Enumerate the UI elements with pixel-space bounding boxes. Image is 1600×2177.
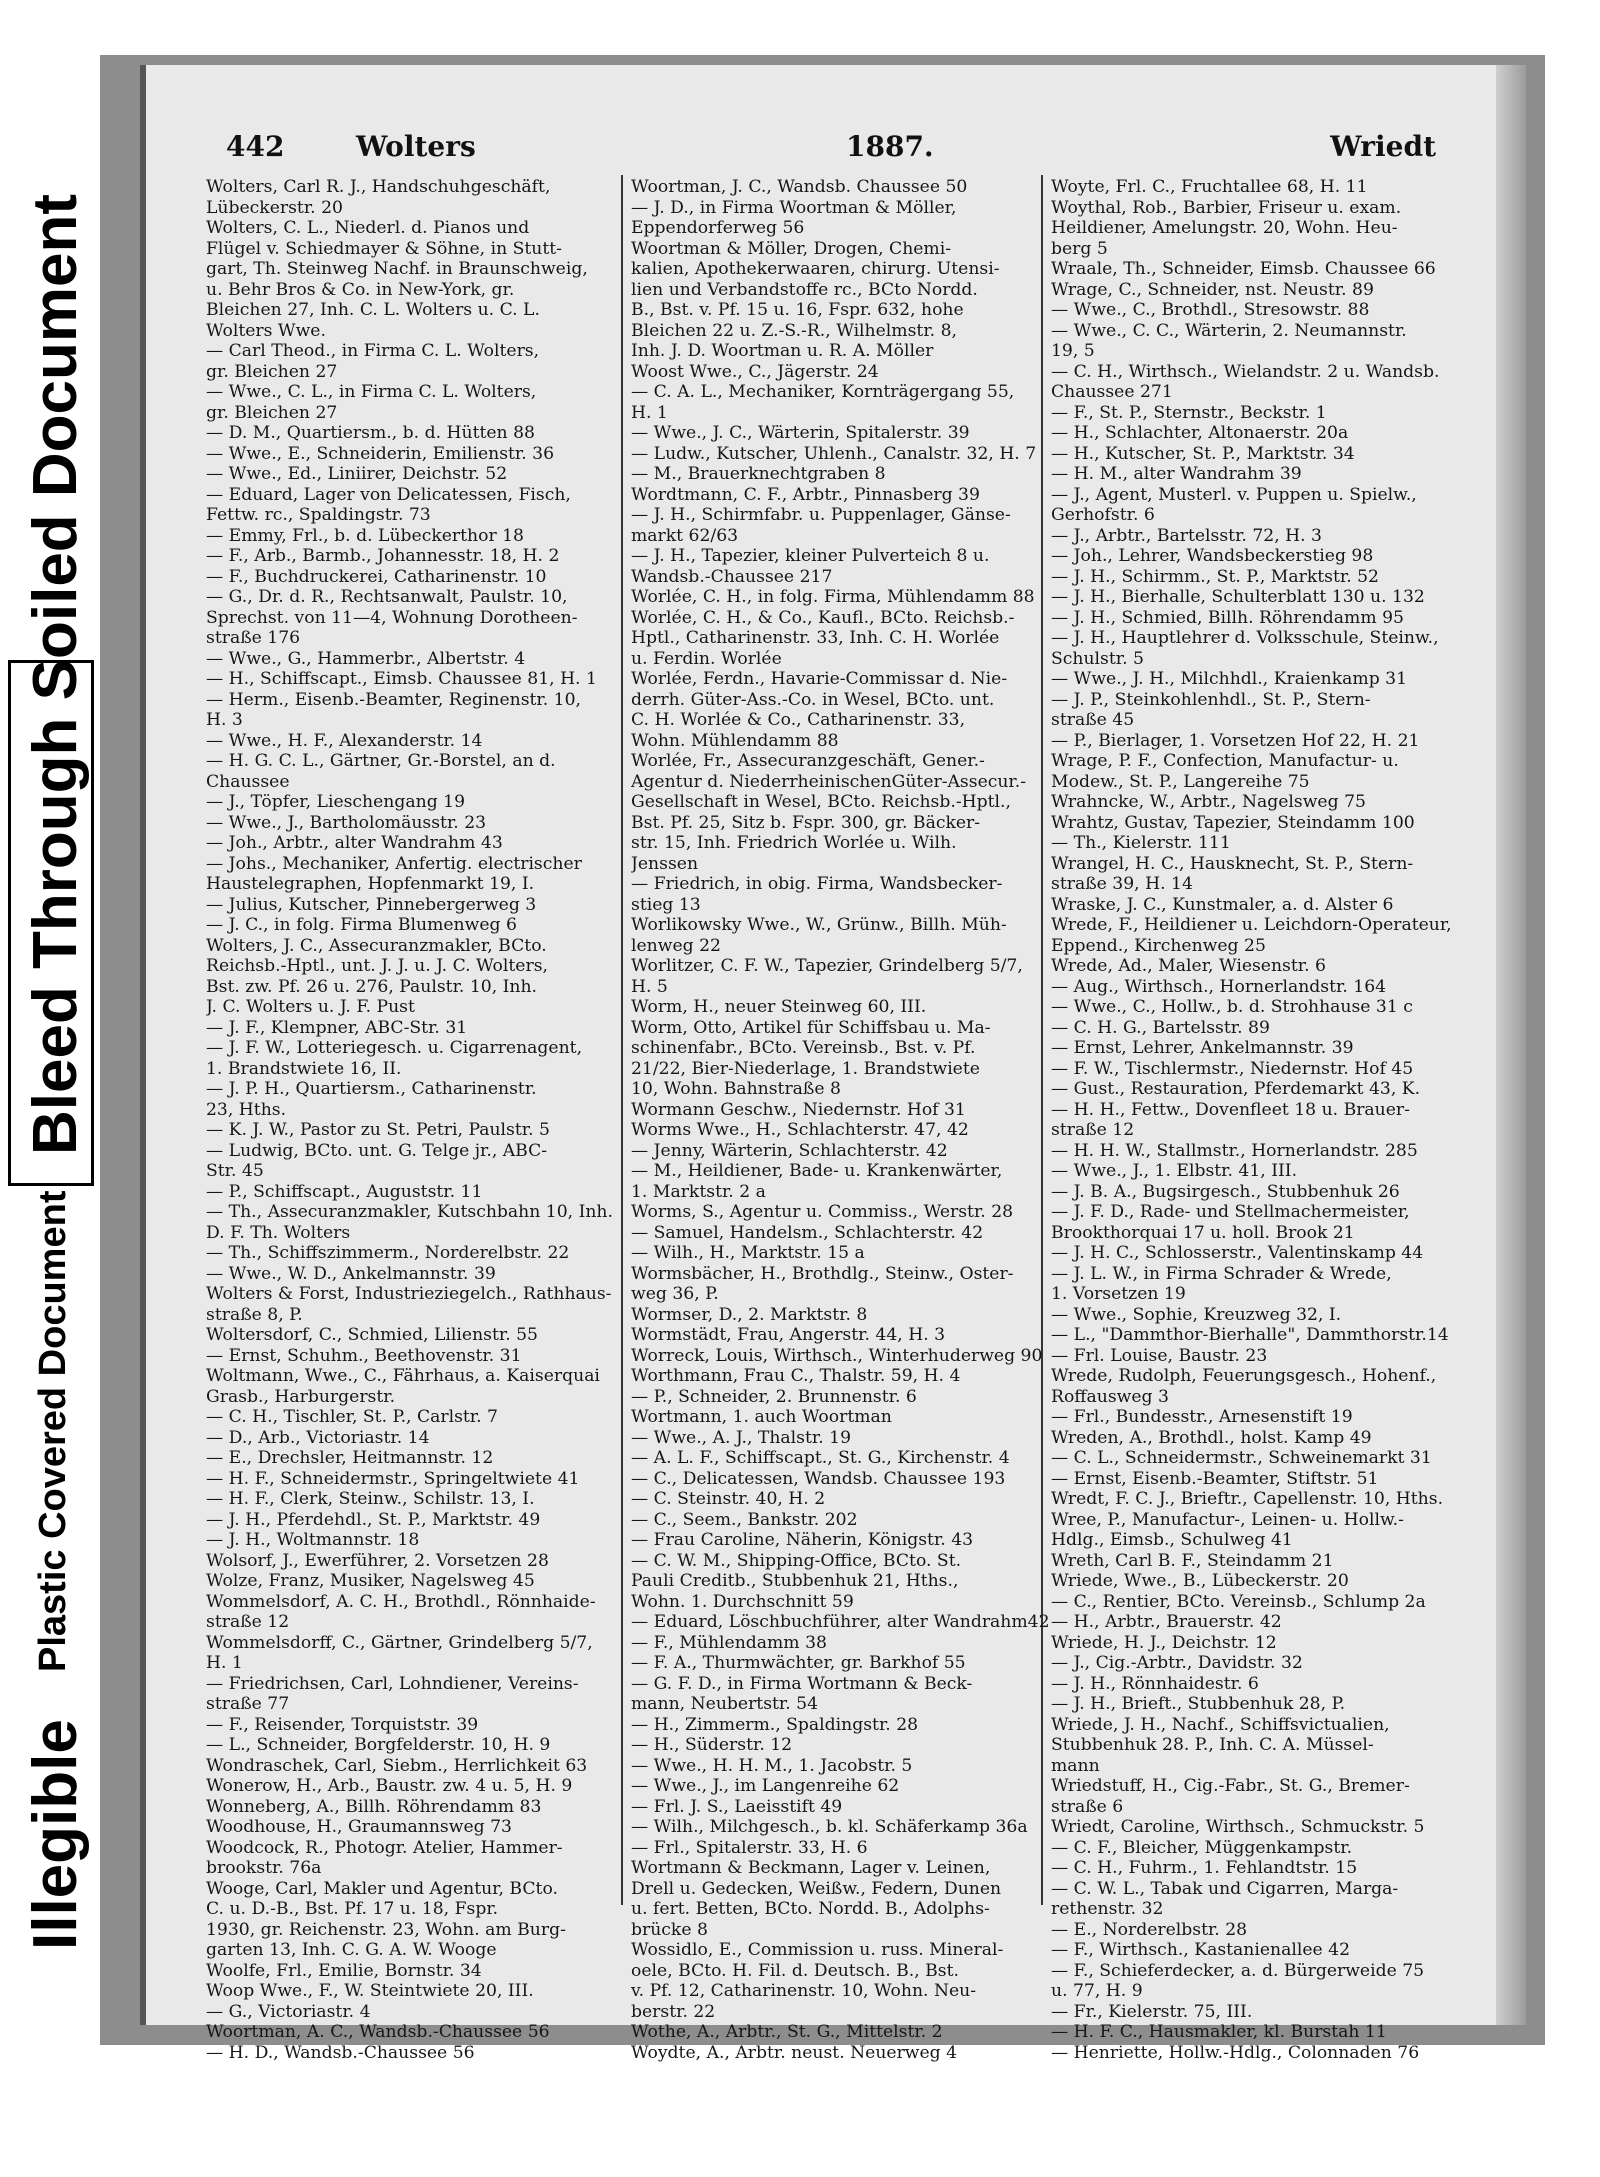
- directory-entry-line: markt 62/63: [631, 525, 739, 546]
- directory-entry-line: Bleichen 22 u. Z.-S.-R., Wilhelmstr. 8,: [631, 320, 957, 341]
- directory-entry-line: — C. L., Schneidermstr., Schweinemarkt 31: [1051, 1448, 1432, 1468]
- directory-entry-line: berstr. 22: [631, 2001, 716, 2022]
- directory-entry-line: Worreck, Louis, Wirthsch., Winterhuderweg 90: [631, 1345, 1043, 1366]
- directory-entry-line: — H., Schiffscapt., Eimsb. Chaussee 81, H. 1: [206, 669, 597, 689]
- directory-entry-line: — H., Kutscher, St. P., Marktstr. 34: [1051, 443, 1355, 464]
- directory-entry-line: Haustelegraphen, Hopfenmarkt 19, I.: [206, 874, 535, 894]
- directory-entry-line: — H. H., Fettw., Dovenfleet 18 u. Brauer-: [1051, 1099, 1410, 1120]
- directory-entry-line: — H., Zimmerm., Spaldingstr. 28: [631, 1714, 919, 1735]
- directory-entry-line: 1. Marktstr. 2 a: [631, 1181, 766, 1202]
- directory-entry-line: Wortmann & Beckmann, Lager v. Leinen,: [631, 1858, 991, 1878]
- directory-entry-line: — J., Töpfer, Lieschengang 19: [206, 792, 466, 812]
- directory-entry-line: B., Bst. v. Pf. 15 u. 16, Fspr. 632, hohe: [631, 300, 964, 320]
- directory-entry-line: v. Pf. 12, Catharinenstr. 10, Wohn. Neu-: [631, 1981, 977, 2001]
- directory-entry-line: — Ludw., Kutscher, Uhlenh., Canalstr. 32, H. 7: [631, 443, 1037, 464]
- directory-entry-line: — Joh., Lehrer, Wandsbeckerstieg 98: [1051, 546, 1374, 566]
- directory-entry-line: — Wwe., J., Bartholomäusstr. 23: [206, 812, 487, 833]
- directory-entry-line: — Wwe., H. F., Alexanderstr. 14: [206, 730, 483, 751]
- directory-entry-line: 1. Brandstwiete 16, II.: [206, 1058, 402, 1079]
- label-bleed-through: Bleed Through Soiled Document: [21, 193, 90, 1155]
- directory-entry-line: H. 1: [206, 1653, 243, 1673]
- directory-entry-line: — J. C., in folg. Firma Blumenweg 6: [206, 915, 517, 935]
- directory-entry-line: Modew., St. P., Langereihe 75: [1051, 771, 1310, 792]
- directory-entry-line: Stubbenhuk 28. P., Inh. C. A. Müssel-: [1051, 1735, 1374, 1755]
- directory-entry-line: straße 8, P.: [206, 1304, 303, 1325]
- directory-entry-line: C. u. D.-B., Bst. Pf. 17 u. 18, Fspr.: [206, 1899, 499, 1919]
- directory-entry-line: Woolfe, Frl., Emilie, Bornstr. 34: [206, 1960, 482, 1981]
- directory-entry-line: — H., Süderstr. 12: [631, 1735, 793, 1755]
- directory-entry-line: Wolters, Carl R. J., Handschuhgeschäft,: [206, 177, 551, 197]
- directory-entry-line: — Frl. J. S., Laeisstift 49: [631, 1796, 843, 1817]
- directory-entry-line: — Wwe., C., Hollw., b. d. Strohhause 31 c: [1051, 997, 1413, 1017]
- directory-entry-line: straße 45: [1051, 710, 1135, 730]
- directory-entry-line: — Wwe., G., Hammerbr., Albertstr. 4: [206, 648, 526, 669]
- directory-entry-line: — M., Heildiener, Bade- u. Krankenwärter,: [631, 1161, 1003, 1181]
- directory-entry-line: — Wwe., C. L., in Firma C. L. Wolters,: [206, 382, 537, 402]
- directory-entry-line: rethenstr. 32: [1051, 1899, 1164, 1919]
- directory-entry-line: 19, 5: [1051, 341, 1095, 361]
- directory-entry-line: Worthmann, Frau C., Thalstr. 59, H. 4: [631, 1366, 961, 1386]
- directory-entry-line: Pauli Creditb., Stubbenhuk 21, Hths.,: [631, 1571, 959, 1591]
- directory-entry-line: Chaussee 271: [1051, 382, 1173, 402]
- directory-entry-line: — H. F., Schneidermstr., Springeltwiete 41: [206, 1468, 580, 1489]
- directory-entry-line: — Herm., Eisenb.-Beamter, Reginenstr. 10,: [206, 689, 582, 710]
- directory-entry-line: — J. H., Woltmannstr. 18: [206, 1530, 420, 1550]
- directory-entry-line: mann, Neubertstr. 54: [631, 1694, 819, 1714]
- directory-entry-line: — G., Victoriastr. 4: [206, 2001, 371, 2022]
- directory-entry-line: — Friedrichsen, Carl, Lohndiener, Vereins-: [206, 1673, 579, 1694]
- directory-entry-line: — J. H., Schirmfabr. u. Puppenlager, Gänse-: [631, 505, 1011, 525]
- directory-entry-line: Lübeckerstr. 20: [206, 197, 343, 218]
- directory-entry-line: Wohn. Mühlendamm 88: [631, 730, 839, 751]
- page-number: 442: [226, 130, 285, 163]
- directory-entry-line: gr. Bleichen 27: [206, 361, 338, 382]
- directory-entry-line: Agentur d. NiederrheinischenGüter-Assecur.-: [631, 771, 1027, 792]
- directory-entry-line: Wrahncke, W., Arbtr., Nagelsweg 75: [1051, 792, 1366, 812]
- directory-entry-line: — A. L. F., Schiffscapt., St. G., Kirchenstr. 4: [631, 1448, 1010, 1468]
- directory-entry-line: gr. Bleichen 27: [206, 402, 338, 423]
- directory-entry-line: Wordtmann, C. F., Arbtr., Pinnasberg 39: [631, 484, 980, 505]
- directory-entry-line: — C., Delicatessen, Wandsb. Chaussee 193: [631, 1468, 1006, 1489]
- directory-entry-line: Wrede, F., Heildiener u. Leichdorn-Operateur,: [1051, 915, 1452, 935]
- directory-entry-line: Woythal, Rob., Barbier, Friseur u. exam.: [1051, 197, 1402, 218]
- directory-entry-line: — F., Buchdruckerei, Catharinenstr. 10: [206, 566, 547, 587]
- directory-entry-line: straße 6: [1051, 1796, 1124, 1817]
- directory-entry-line: Sprechst. von 11—4, Wohnung Dorotheen-: [206, 607, 578, 628]
- directory-entry-line: — Ernst, Lehrer, Ankelmannstr. 39: [1051, 1038, 1354, 1058]
- directory-entry-line: — H. G. C. L., Gärtner, Gr.-Borstel, an d.: [206, 751, 556, 771]
- directory-entry-line: — J., Cig.-Arbtr., Davidstr. 32: [1051, 1653, 1303, 1673]
- directory-entry-line: H. 5: [631, 976, 668, 997]
- directory-entry-line: Woodcock, R., Photogr. Atelier, Hammer-: [206, 1837, 563, 1858]
- directory-entry-line: — C. W. L., Tabak und Cigarren, Marga-: [1051, 1878, 1399, 1899]
- directory-entry-line: — Wwe., C. C., Wärterin, 2. Neumannstr.: [1051, 320, 1407, 341]
- directory-entry-line: Wommelsdorf, A. C. H., Brothdl., Rönnhaide-: [206, 1591, 596, 1612]
- directory-entry-line: Woop Wwe., F., W. Steintwiete 20, III.: [206, 1981, 534, 2001]
- directory-entry-line: — G., Dr. d. R., Rechtsanwalt, Paulstr. 10,: [206, 587, 568, 607]
- directory-entry-line: Wrage, C., Schneider, nst. Neustr. 89: [1051, 279, 1374, 300]
- directory-entry-line: — J., Arbtr., Bartelsstr. 72, H. 3: [1051, 525, 1322, 546]
- directory-entry-line: Bleichen 27, Inh. C. L. Wolters u. C. L.: [206, 300, 540, 320]
- directory-page: [140, 65, 1526, 2063]
- directory-entry-line: Grasb., Harburgerstr.: [206, 1386, 396, 1407]
- directory-entry-line: 21/22, Bier-Niederlage, 1. Brandstwiete: [631, 1058, 980, 1079]
- directory-entry-line: — J. L. W., in Firma Schrader & Wrede,: [1051, 1263, 1392, 1284]
- column-1: [206, 177, 626, 2063]
- directory-entry-line: — C. H. G., Bartelsstr. 89: [1051, 1017, 1270, 1038]
- directory-entry-line: lenweg 22: [631, 935, 721, 956]
- directory-entry-line: — J. H., Schmied, Billh. Röhrendamm 95: [1051, 607, 1404, 628]
- directory-entry-line: — K. J. W., Pastor zu St. Petri, Paulstr. 5: [206, 1120, 550, 1140]
- directory-entry-line: — J. F. W., Lotteriegesch. u. Cigarrenagent,: [206, 1038, 583, 1058]
- directory-entry-line: — G. F. D., in Firma Wortmann & Beck-: [631, 1673, 973, 1694]
- directory-entry-line: 10, Wohn. Bahnstraße 8: [631, 1079, 841, 1099]
- directory-entry-line: — L., Schneider, Borgfelderstr. 10, H. 9: [206, 1735, 551, 1755]
- directory-entry-line: kalien, Apothekerwaaren, chirurg. Utensi-: [631, 259, 1000, 279]
- directory-entry-line: weg 36, P.: [631, 1284, 719, 1304]
- directory-entry-line: — H., Schlachter, Altonaerstr. 20a: [1051, 423, 1349, 443]
- directory-entry-line: — J. P., Steinkohlenhdl., St. P., Stern-: [1051, 689, 1371, 710]
- directory-entry-line: C. H. Worlée & Co., Catharinenstr. 33,: [631, 710, 966, 730]
- directory-entry-line: u. fert. Betten, BCto. Nordd. B., Adolphs-: [631, 1899, 990, 1919]
- directory-entry-line: Wriede, J. H., Nachf., Schiffsvictualien,: [1051, 1714, 1390, 1735]
- directory-entry-line: Woortman & Möller, Drogen, Chemi-: [631, 238, 952, 259]
- directory-entry-line: oele, BCto. H. Fil. d. Deutsch. B., Bst.: [631, 1960, 959, 1981]
- directory-entry-line: — Friedrich, in obig. Firma, Wandsbecker-: [631, 874, 1003, 894]
- directory-entry-line: — Wilh., Milchgesch., b. kl. Schäferkamp 36a: [631, 1817, 1028, 1837]
- directory-entry-line: Wooge, Carl, Makler und Agentur, BCto.: [206, 1878, 558, 1899]
- directory-entry-line: Woltersdorf, C., Schmied, Lilienstr. 55: [206, 1325, 538, 1345]
- column-2: [631, 177, 1051, 2063]
- directory-entry-line: — F. A., Thurmwächter, gr. Barkhof 55: [631, 1653, 966, 1673]
- directory-entry-line: Wree, P., Manufactur-, Leinen- u. Hollw.-: [1051, 1509, 1404, 1530]
- directory-entry-line: Wommelsdorff, C., Gärtner, Grindelberg 5/7,: [206, 1632, 593, 1653]
- directory-entry-line: — F., Arb., Barmb., Johannesstr. 18, H. 2: [206, 546, 560, 566]
- directory-entry-line: brücke 8: [631, 1919, 708, 1940]
- directory-entry-line: Heildiener, Amelungstr. 20, Wohn. Heu-: [1051, 218, 1398, 238]
- directory-entry-line: straße 176: [206, 628, 301, 648]
- directory-entry-line: — Carl Theod., in Firma C. L. Wolters,: [206, 341, 540, 361]
- directory-entry-line: derrh. Güter-Ass.-Co. in Wesel, BCto. unt.: [631, 689, 995, 710]
- directory-entry-line: — F., Mühlendamm 38: [631, 1632, 827, 1653]
- directory-entry-line: Worm, H., neuer Steinweg 60, III.: [631, 997, 927, 1017]
- header-year: 1887.: [846, 130, 934, 163]
- annotation-sidebar: [0, 0, 105, 2000]
- directory-entry-line: — E., Norderelbstr. 28: [1051, 1919, 1248, 1940]
- directory-entry-line: — Wwe., J., im Langenreihe 62: [631, 1776, 900, 1796]
- directory-entry-line: — H., Arbtr., Brauerstr. 42: [1051, 1612, 1282, 1632]
- directory-entry-line: — Wwe., Sophie, Kreuzweg 32, I.: [1051, 1304, 1342, 1325]
- directory-entry-line: Wondraschek, Carl, Siebm., Herrlichkeit 63: [206, 1755, 588, 1776]
- directory-entry-line: Wohn. 1. Durchschnitt 59: [631, 1591, 854, 1612]
- directory-entry-line: Wraske, J. C., Kunstmaler, a. d. Alster 6: [1051, 894, 1394, 915]
- directory-entry-line: brookstr. 76a: [206, 1858, 322, 1878]
- directory-entry-line: — Henriette, Hollw.-Hdlg., Colonnaden 76: [1051, 2042, 1420, 2063]
- directory-entry-line: Eppendorferweg 56: [631, 218, 805, 238]
- directory-entry-line: — Wilh., H., Marktstr. 15 a: [631, 1243, 865, 1263]
- directory-entry-line: — C. H., Wirthsch., Wielandstr. 2 u. Wandsb.: [1051, 361, 1440, 382]
- directory-entry-line: J. C. Wolters u. J. F. Pust: [206, 997, 415, 1017]
- directory-entry-line: straße 12: [1051, 1120, 1135, 1140]
- directory-entry-line: — H. F. C., Hausmakler, kl. Burstah 11: [1051, 2022, 1387, 2042]
- directory-entry-line: — Frl., Bundesstr., Arnesenstift 19: [1051, 1407, 1353, 1427]
- directory-entry-line: H. 1: [631, 402, 668, 423]
- directory-entry-line: Wolters, C. L., Niederl. d. Pianos und: [206, 218, 530, 238]
- header-right-word: Wriedt: [1330, 130, 1436, 163]
- directory-entry-line: — J. H., Bierhalle, Schulterblatt 130 u. 132: [1051, 587, 1425, 607]
- directory-entry-line: — C. Steinstr. 40, H. 2: [631, 1489, 826, 1509]
- directory-entry-line: straße 12: [206, 1612, 290, 1632]
- directory-entry-line: — Samuel, Handelsm., Schlachterstr. 42: [631, 1222, 984, 1243]
- directory-entry-line: Worlée, Fr., Assecuranzgeschäft, Gener.-: [631, 751, 985, 771]
- directory-entry-line: — C., Seem., Bankstr. 202: [631, 1509, 858, 1530]
- directory-entry-line: — C., Rentier, BCto. Vereinsb., Schlump 2a: [1051, 1591, 1426, 1612]
- directory-entry-line: — C. F., Bleicher, Müggenkampstr.: [1051, 1837, 1353, 1858]
- directory-entry-line: — J. H., Hauptlehrer d. Volksschule, Steinw.,: [1051, 628, 1439, 648]
- directory-entry-line: Wonneberg, A., Billh. Röhrendamm 83: [206, 1796, 542, 1817]
- directory-entry-line: — Wwe., C., Brothdl., Stresowstr. 88: [1051, 300, 1370, 320]
- directory-entry-line: — J. H., Rönnhaidestr. 6: [1051, 1673, 1259, 1694]
- directory-entry-line: D. F. Th. Wolters: [206, 1222, 351, 1243]
- directory-entry-line: Woltmann, Wwe., C., Fährhaus, a. Kaiserquai: [206, 1366, 600, 1386]
- directory-entry-line: Reichsb.-Hptl., unt. J. J. u. J. C. Wolters,: [206, 956, 548, 976]
- directory-entry-line: u. Behr Bros & Co. in New-York, gr.: [206, 279, 515, 300]
- directory-entry-line: Bst. zw. Pf. 26 u. 276, Paulstr. 10, Inh.: [206, 976, 538, 997]
- directory-entry-line: mann: [1051, 1755, 1100, 1776]
- directory-entry-line: — Gust., Restauration, Pferdemarkt 43, K.: [1051, 1079, 1421, 1099]
- directory-entry-line: — Jenny, Wärterin, Schlachterstr. 42: [631, 1140, 948, 1161]
- directory-entry-line: Wrede, Rudolph, Feuerungsgesch., Hohenf.,: [1051, 1366, 1437, 1386]
- directory-entry-line: Worm, Otto, Artikel für Schiffsbau u. Ma-: [631, 1017, 991, 1038]
- directory-entry-line: — Wwe., H. H. M., 1. Jacobstr. 5: [631, 1755, 913, 1776]
- directory-entry-line: — C. A. L., Mechaniker, Kornträgergang 55,: [631, 382, 1015, 402]
- directory-entry-line: — F., Wirthsch., Kastanienallee 42: [1051, 1940, 1351, 1960]
- directory-entry-line: Hptl., Catharinenstr. 33, Inh. C. H. Worlée: [631, 628, 1000, 648]
- directory-entry-line: — Wwe., E., Schneiderin, Emilienstr. 36: [206, 443, 555, 464]
- directory-entry-line: Brookthorquai 17 u. holl. Brook 21: [1051, 1222, 1355, 1243]
- directory-entry-line: — J. H., Pferdehdl., St. P., Marktstr. 49: [206, 1509, 541, 1530]
- directory-entry-line: — Eduard, Löschbuchführer, alter Wandrahm42: [631, 1612, 1050, 1632]
- directory-entry-line: — Joh., Arbtr., alter Wandrahm 43: [206, 833, 503, 853]
- directory-entry-line: Woyte, Frl. C., Fruchtallee 68, H. 11: [1051, 177, 1368, 197]
- directory-entry-line: Eppend., Kirchenweg 25: [1051, 935, 1266, 956]
- directory-entry-line: Wreth, Carl B. F., Steindamm 21: [1051, 1550, 1334, 1571]
- directory-entry-line: — Wwe., J., 1. Elbstr. 41, III.: [1051, 1161, 1298, 1181]
- directory-entry-line: schinenfabr., BCto. Vereinsb., Bst. v. Pf.: [631, 1038, 976, 1058]
- directory-entry-line: — F. W., Tischlermstr., Niedernstr. Hof 45: [1051, 1058, 1414, 1079]
- directory-entry-line: Wolters Wwe.: [206, 320, 326, 341]
- directory-entry-line: Wrage, P. F., Confection, Manufactur- u.: [1051, 751, 1399, 771]
- directory-entry-line: — H. M., alter Wandrahm 39: [1051, 464, 1302, 484]
- directory-entry-line: — J. P. H., Quartiersm., Catharinenstr.: [206, 1079, 537, 1099]
- directory-entry-line: stieg 13: [631, 894, 701, 915]
- directory-entry-line: — Johs., Mechaniker, Anfertig. electrischer: [206, 853, 582, 874]
- directory-entry-line: Worlée, C. H., & Co., Kaufl., BCto. Reichsb.-: [631, 607, 1015, 628]
- directory-entry-line: — F., St. P., Sternstr., Beckstr. 1: [1051, 402, 1327, 423]
- directory-entry-line: — F., Reisender, Torquiststr. 39: [206, 1714, 479, 1735]
- directory-entry-line: Wolsorf, J., Ewerführer, 2. Vorsetzen 28: [206, 1550, 549, 1571]
- directory-entry-line: Flügel v. Schiedmayer & Söhne, in Stutt-: [206, 238, 562, 259]
- directory-entry-line: Wraale, Th., Schneider, Eimsb. Chaussee 66: [1051, 259, 1436, 279]
- directory-entry-line: — Wwe., A. J., Thalstr. 19: [631, 1427, 852, 1448]
- directory-entry-line: H. 3: [206, 710, 243, 730]
- directory-entry-line: Worlikowsky Wwe., W., Grünw., Billh. Müh-: [631, 915, 1007, 935]
- directory-entry-line: — D. M., Quartiersm., b. d. Hütten 88: [206, 423, 535, 443]
- directory-entry-line: — J., Agent, Musterl. v. Puppen u. Spielw.,: [1051, 484, 1417, 505]
- directory-entry-line: Hdlg., Eimsb., Schulweg 41: [1051, 1530, 1293, 1550]
- directory-entry-line: — J. H., Tapezier, kleiner Pulverteich 8 u.: [631, 546, 990, 566]
- directory-entry-line: Schulstr. 5: [1051, 648, 1144, 669]
- directory-entry-line: gart, Th. Steinweg Nachf. in Braunschweig,: [206, 259, 588, 279]
- directory-entry-line: Wrahtz, Gustav, Tapezier, Steindamm 100: [1051, 812, 1415, 833]
- directory-entry-line: Wrede, Ad., Maler, Wiesenstr. 6: [1051, 956, 1326, 976]
- directory-entry-line: — J. H., Brieft., Stubbenhuk 28, P.: [1051, 1694, 1346, 1714]
- directory-entry-line: Bst. Pf. 25, Sitz b. Fspr. 300, gr. Bäcker-: [631, 812, 981, 833]
- directory-entry-line: Wossidlo, E., Commission u. russ. Mineral-: [631, 1940, 1004, 1960]
- directory-entry-line: Worlée, Ferdn., Havarie-Commissar d. Nie-: [631, 669, 1008, 689]
- directory-entry-line: — Ernst, Schuhm., Beethovenstr. 31: [206, 1345, 522, 1366]
- directory-entry-line: Wriede, H. J., Deichstr. 12: [1051, 1632, 1277, 1653]
- directory-entry-line: 23, Hths.: [206, 1099, 287, 1120]
- directory-entry-line: u. 77, H. 9: [1051, 1981, 1143, 2001]
- directory-entry-line: — C. W. M., Shipping-Office, BCto. St.: [631, 1550, 962, 1571]
- directory-entry-line: Wriede, Wwe., B., Lübeckerstr. 20: [1051, 1571, 1349, 1591]
- directory-entry-line: Worms Wwe., H., Schlachterstr. 47, 42: [631, 1120, 969, 1140]
- directory-entry-line: — Wwe., W. D., Ankelmannstr. 39: [206, 1263, 496, 1284]
- directory-entry-line: — J. F. D., Rade- und Stellmachermeister,: [1051, 1202, 1410, 1222]
- directory-entry-line: — P., Schiffscapt., Auguststr. 11: [206, 1181, 483, 1202]
- directory-entry-line: Chaussee: [206, 771, 290, 792]
- label-plastic-covered: Plastic Covered Document: [32, 1190, 74, 1672]
- directory-entry-line: — P., Bierlager, 1. Vorsetzen Hof 22, H. 21: [1051, 730, 1420, 751]
- header-left-word: Wolters: [356, 130, 476, 163]
- directory-entry-line: — Wwe., J. H., Milchhdl., Kraienkamp 31: [1051, 669, 1408, 689]
- directory-entry-line: straße 39, H. 14: [1051, 874, 1193, 894]
- directory-entry-line: — Th., Assecuranzmakler, Kutschbahn 10, Inh.: [206, 1202, 613, 1222]
- directory-entry-line: — Aug., Wirthsch., Hornerlandstr. 164: [1051, 976, 1387, 997]
- directory-entry-line: Wredt, F. C. J., Brieftr., Capellenstr. 10, Hths.: [1051, 1489, 1444, 1509]
- directory-entry-line: Wormser, D., 2. Marktstr. 8: [631, 1304, 868, 1325]
- directory-entry-line: Wormstädt, Frau, Angerstr. 44, H. 3: [631, 1325, 946, 1345]
- directory-entry-line: — Wwe., J. C., Wärterin, Spitalerstr. 39: [631, 423, 970, 443]
- directory-entry-line: Wolze, Franz, Musiker, Nagelsweg 45: [206, 1571, 535, 1591]
- directory-entry-line: Woydte, A., Arbtr. neust. Neuerweg 4: [631, 2042, 958, 2063]
- directory-entry-line: str. 15, Inh. Friedrich Worlée u. Wilh.: [631, 833, 957, 853]
- directory-entry-line: Inh. J. D. Woortman u. R. A. Möller: [631, 341, 934, 361]
- directory-entry-line: — J. B. A., Bugsirgesch., Stubbenhuk 26: [1051, 1181, 1400, 1202]
- directory-entry-line: — H. F., Clerk, Steinw., Schilstr. 13, I.: [206, 1489, 535, 1509]
- directory-entry-line: — Eduard, Lager von Delicatessen, Fisch,: [206, 484, 571, 505]
- label-illegible: Illegible: [21, 1719, 90, 1950]
- directory-entry-line: Gesellschaft in Wesel, BCto. Reichsb.-Hptl.,: [631, 792, 1011, 812]
- directory-entry-line: — Frl., Spitalerstr. 33, H. 6: [631, 1837, 868, 1858]
- directory-entry-line: — Emmy, Frl., b. d. Lübeckerthor 18: [206, 525, 524, 546]
- directory-entry-line: Fettw. rc., Spaldingstr. 73: [206, 505, 431, 525]
- directory-entry-line: — C. H., Fuhrm., 1. Fehlandtstr. 15: [1051, 1858, 1358, 1878]
- directory-entry-line: — P., Schneider, 2. Brunnenstr. 6: [631, 1386, 917, 1407]
- directory-entry-line: Wriedstuff, H., Cig.-Fabr., St. G., Bremer-: [1051, 1776, 1410, 1796]
- directory-entry-line: Worlitzer, C. F. W., Tapezier, Grindelberg 5/7,: [631, 956, 1023, 976]
- directory-entry-line: — J. F., Klempner, ABC-Str. 31: [206, 1017, 468, 1038]
- directory-entry-line: — E., Drechsler, Heitmannstr. 12: [206, 1448, 494, 1468]
- directory-entry-line: Wrangel, H. C., Hausknecht, St. P., Stern-: [1051, 853, 1414, 874]
- page-header: [206, 130, 1476, 170]
- directory-entry-line: Wothe, A., Arbtr., St. G., Mittelstr. 2: [631, 2022, 943, 2042]
- directory-entry-line: Wonerow, H., Arb., Baustr. zw. 4 u. 5, H. 9: [206, 1776, 573, 1796]
- directory-entry-line: — Fr., Kielerstr. 75, III.: [1051, 2001, 1253, 2022]
- directory-entry-line: — Ernst, Eisenb.-Beamter, Stiftstr. 51: [1051, 1468, 1379, 1489]
- directory-entry-line: Gerhofstr. 6: [1051, 505, 1155, 525]
- directory-entry-line: Worlée, C. H., in folg. Firma, Mühlendamm 88: [631, 587, 1035, 607]
- directory-entry-line: lien und Verbandstoffe rc., BCto Nordd.: [631, 279, 978, 300]
- directory-entry-line: garten 13, Inh. C. G. A. W. Wooge: [206, 1940, 497, 1960]
- directory-entry-line: — D., Arb., Victoriastr. 14: [206, 1427, 430, 1448]
- directory-entry-line: — M., Brauerknechtgraben 8: [631, 464, 886, 484]
- directory-entry-line: — H. D., Wandsb.-Chaussee 56: [206, 2042, 475, 2063]
- directory-entry-line: 1930, gr. Reichenstr. 23, Wohn. am Burg-: [206, 1919, 566, 1940]
- directory-entry-line: Wolters & Forst, Industrieziegelch., Rathhaus-: [206, 1284, 612, 1304]
- directory-entry-line: Woost Wwe., C., Jägerstr. 24: [631, 361, 879, 382]
- directory-entry-line: — C. H., Tischler, St. P., Carlstr. 7: [206, 1407, 498, 1427]
- directory-entry-line: — Frl. Louise, Baustr. 23: [1051, 1345, 1268, 1366]
- directory-entry-line: Wormann Geschw., Niedernstr. Hof 31: [631, 1099, 966, 1120]
- directory-entry-line: straße 77: [206, 1694, 290, 1714]
- directory-entry-line: — J. H., Schirmm., St. P., Marktstr. 52: [1051, 566, 1379, 587]
- directory-entry-line: Jenssen: [631, 853, 699, 874]
- directory-entry-line: — Wwe., Ed., Liniirer, Deichstr. 52: [206, 464, 508, 484]
- directory-entry-line: Wormsbächer, H., Brothdlg., Steinw., Oster-: [631, 1263, 1014, 1284]
- directory-entry-line: Woodhouse, H., Graumannsweg 73: [206, 1817, 512, 1837]
- directory-entry-line: Wandsb.-Chaussee 217: [631, 566, 833, 587]
- directory-entry-line: Woortman, A. C., Wandsb.-Chaussee 56: [206, 2022, 550, 2042]
- directory-entry-line: — J. H. C., Schlosserstr., Valentinskamp 44: [1051, 1243, 1424, 1263]
- directory-entry-line: — L., "Dammthor-Bierhalle", Dammthorstr.14: [1051, 1325, 1449, 1345]
- directory-entry-line: — Th., Schiffszimmerm., Norderelbstr. 22: [206, 1243, 570, 1263]
- directory-entry-line: Roffausweg 3: [1051, 1386, 1169, 1407]
- directory-entry-line: Wolters, J. C., Assecuranzmakler, BCto.: [206, 935, 547, 956]
- directory-entry-line: — Ludwig, BCto. unt. G. Telge jr., ABC-: [206, 1140, 548, 1161]
- directory-entry-line: u. Ferdin. Worlée: [631, 648, 782, 669]
- directory-entry-line: berg 5: [1051, 238, 1108, 259]
- directory-entry-line: Wriedt, Caroline, Wirthsch., Schmuckstr. 5: [1051, 1817, 1425, 1837]
- directory-entry-line: — F., Schieferdecker, a. d. Bürgerweide 75: [1051, 1960, 1425, 1981]
- directory-entry-line: — Julius, Kutscher, Pinnebergerweg 3: [206, 894, 537, 915]
- column-3: [1051, 177, 1471, 2063]
- directory-entry-line: Wortmann, 1. auch Woortman: [631, 1407, 892, 1427]
- directory-entry-line: 1. Vorsetzen 19: [1051, 1284, 1186, 1304]
- directory-entry-line: — H. H. W., Stallmstr., Hornerlandstr. 285: [1051, 1140, 1418, 1161]
- directory-entry-line: Worms, S., Agentur u. Commiss., Werstr. 28: [631, 1202, 1014, 1222]
- directory-entry-line: — J. D., in Firma Woortman & Möller,: [631, 197, 957, 218]
- directory-entry-line: — Frau Caroline, Näherin, Königstr. 43: [631, 1530, 974, 1550]
- directory-entry-line: Drell u. Gedecken, Weißw., Federn, Dunen: [631, 1878, 1002, 1899]
- directory-entry-line: Wreden, A., Brothdl., holst. Kamp 49: [1051, 1427, 1372, 1448]
- directory-entry-line: Woortman, J. C., Wandsb. Chaussee 50: [631, 177, 968, 197]
- directory-entry-line: Str. 45: [206, 1161, 264, 1181]
- directory-entry-line: — Th., Kielerstr. 111: [1051, 833, 1231, 853]
